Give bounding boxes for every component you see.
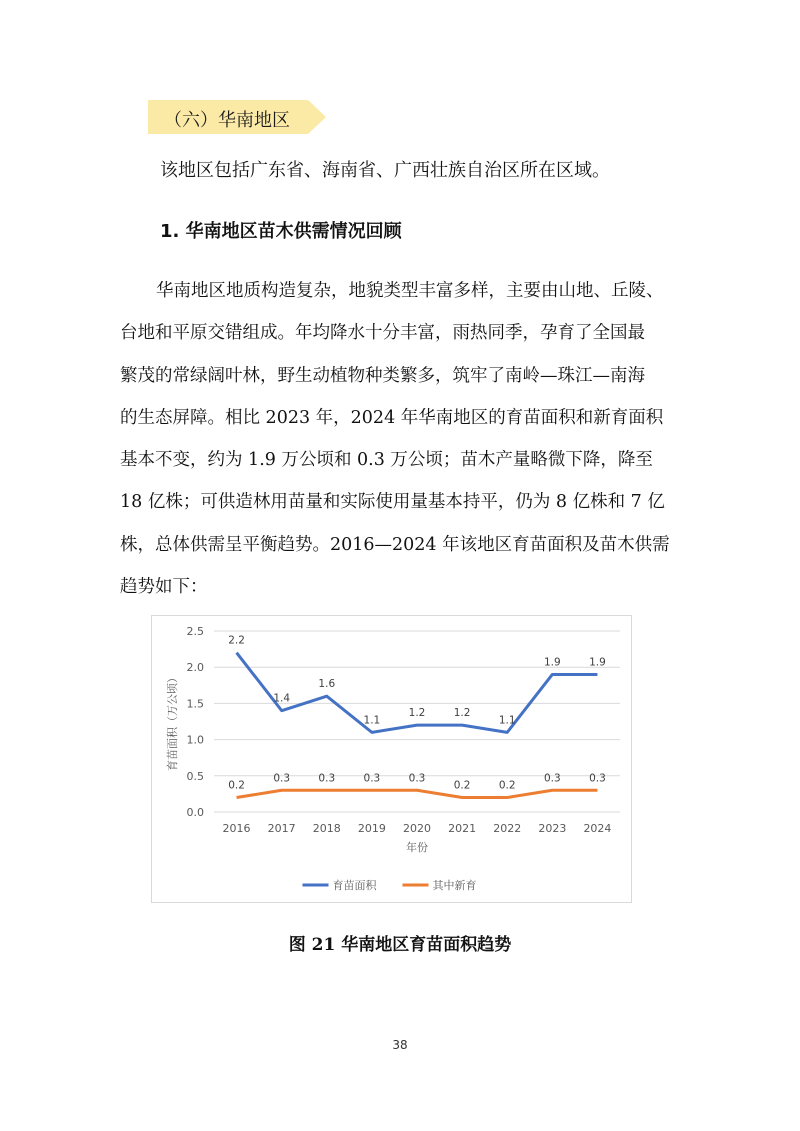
- data-label: 0.3: [408, 772, 426, 785]
- line-chart: [152, 616, 633, 904]
- chart-legend: [303, 878, 477, 892]
- legend-label: 育苗面积: [332, 879, 377, 892]
- paragraph-line: 基本不变，约为 1.9 万公顷和 0.3 万公顷；苗木产量略微下降，降至: [120, 450, 653, 471]
- data-label: 0.2: [498, 779, 516, 792]
- section-title: （六）华南地区: [164, 110, 290, 131]
- data-labels: [228, 635, 606, 792]
- legend-label: 其中新育: [432, 879, 477, 892]
- data-label: 1.9: [543, 656, 561, 669]
- chart-container: [151, 615, 632, 903]
- data-label: 1.2: [408, 707, 426, 720]
- data-label: 0.3: [363, 772, 381, 785]
- paragraph-line: 18 亿株；可供造林用苗量和实际使用量基本持平，仍为 8 亿株和 7 亿: [120, 492, 665, 513]
- x-tick-label: 2024: [583, 822, 612, 835]
- paragraph-line: 的生态屏障。相比 2023 年，2024 年华南地区的育苗面积和新育面积: [120, 407, 664, 428]
- y-axis-ticks: [187, 625, 205, 819]
- y-tick-label: 0.5: [186, 769, 204, 783]
- data-label: 0.3: [318, 772, 336, 785]
- figure-caption: 图 21 华南地区育苗面积趋势: [288, 935, 512, 955]
- y-tick-label: 2.5: [186, 625, 204, 638]
- data-label: 1.4: [273, 692, 291, 705]
- x-tick-label: 2023: [538, 822, 567, 835]
- x-tick-label: 2017: [267, 822, 296, 835]
- data-label: 1.2: [453, 707, 471, 720]
- data-label: 0.2: [453, 779, 471, 792]
- x-tick-label: 2020: [403, 822, 431, 835]
- intro-text: 该地区包括广东省、海南省、广西壮族自治区所在区域。: [160, 160, 610, 181]
- paragraph-line: 株，总体供需呈平衡趋势。2016—2024 年该地区育苗面积及苗木供需: [120, 534, 670, 555]
- data-label: 0.3: [543, 772, 561, 785]
- paragraph-line: 繁茂的常绿阔叶林，野生动植物种类繁多，筑牢了南岭—珠江—南海: [120, 365, 645, 386]
- data-label: 1.9: [589, 656, 606, 669]
- section-tag: [148, 100, 328, 134]
- x-tick-label: 2021: [448, 822, 477, 835]
- data-label: 0.2: [228, 779, 245, 792]
- data-label: 0.3: [273, 772, 291, 785]
- x-axis-ticks: [223, 822, 612, 835]
- x-tick-label: 2022: [493, 822, 522, 835]
- x-tick-label: 2018: [312, 822, 341, 835]
- page-number: 38: [392, 1038, 408, 1052]
- x-tick-label: 2019: [357, 822, 386, 835]
- x-tick-label: 2016: [222, 822, 251, 835]
- data-label: 1.1: [498, 714, 516, 727]
- x-axis-label: 年份: [406, 841, 428, 854]
- data-label: 2.2: [228, 634, 245, 647]
- data-label: 1.6: [318, 678, 336, 691]
- body-paragraph: [120, 270, 680, 608]
- y-axis-label: 育苗面积（万公顷）: [166, 672, 179, 771]
- y-tick-label: 1.0: [186, 733, 204, 747]
- paragraph-line: 趋势如下：: [120, 577, 208, 598]
- paragraph-line: 华南地区地质构造复杂，地貌类型丰富多样，主要由山地、丘陵、: [156, 281, 664, 301]
- y-tick-label: 0.0: [186, 806, 204, 819]
- series-line: [237, 790, 598, 797]
- y-tick-label: 1.5: [186, 697, 204, 711]
- data-label: 1.1: [363, 714, 381, 727]
- subsection-heading: 1. 华南地区苗木供需情况回顾: [160, 221, 402, 242]
- paragraph-line: 台地和平原交错组成。年均降水十分丰富，雨热同季，孕育了全国最: [120, 323, 645, 344]
- data-label: 0.3: [589, 772, 606, 785]
- y-tick-label: 2.0: [186, 661, 204, 675]
